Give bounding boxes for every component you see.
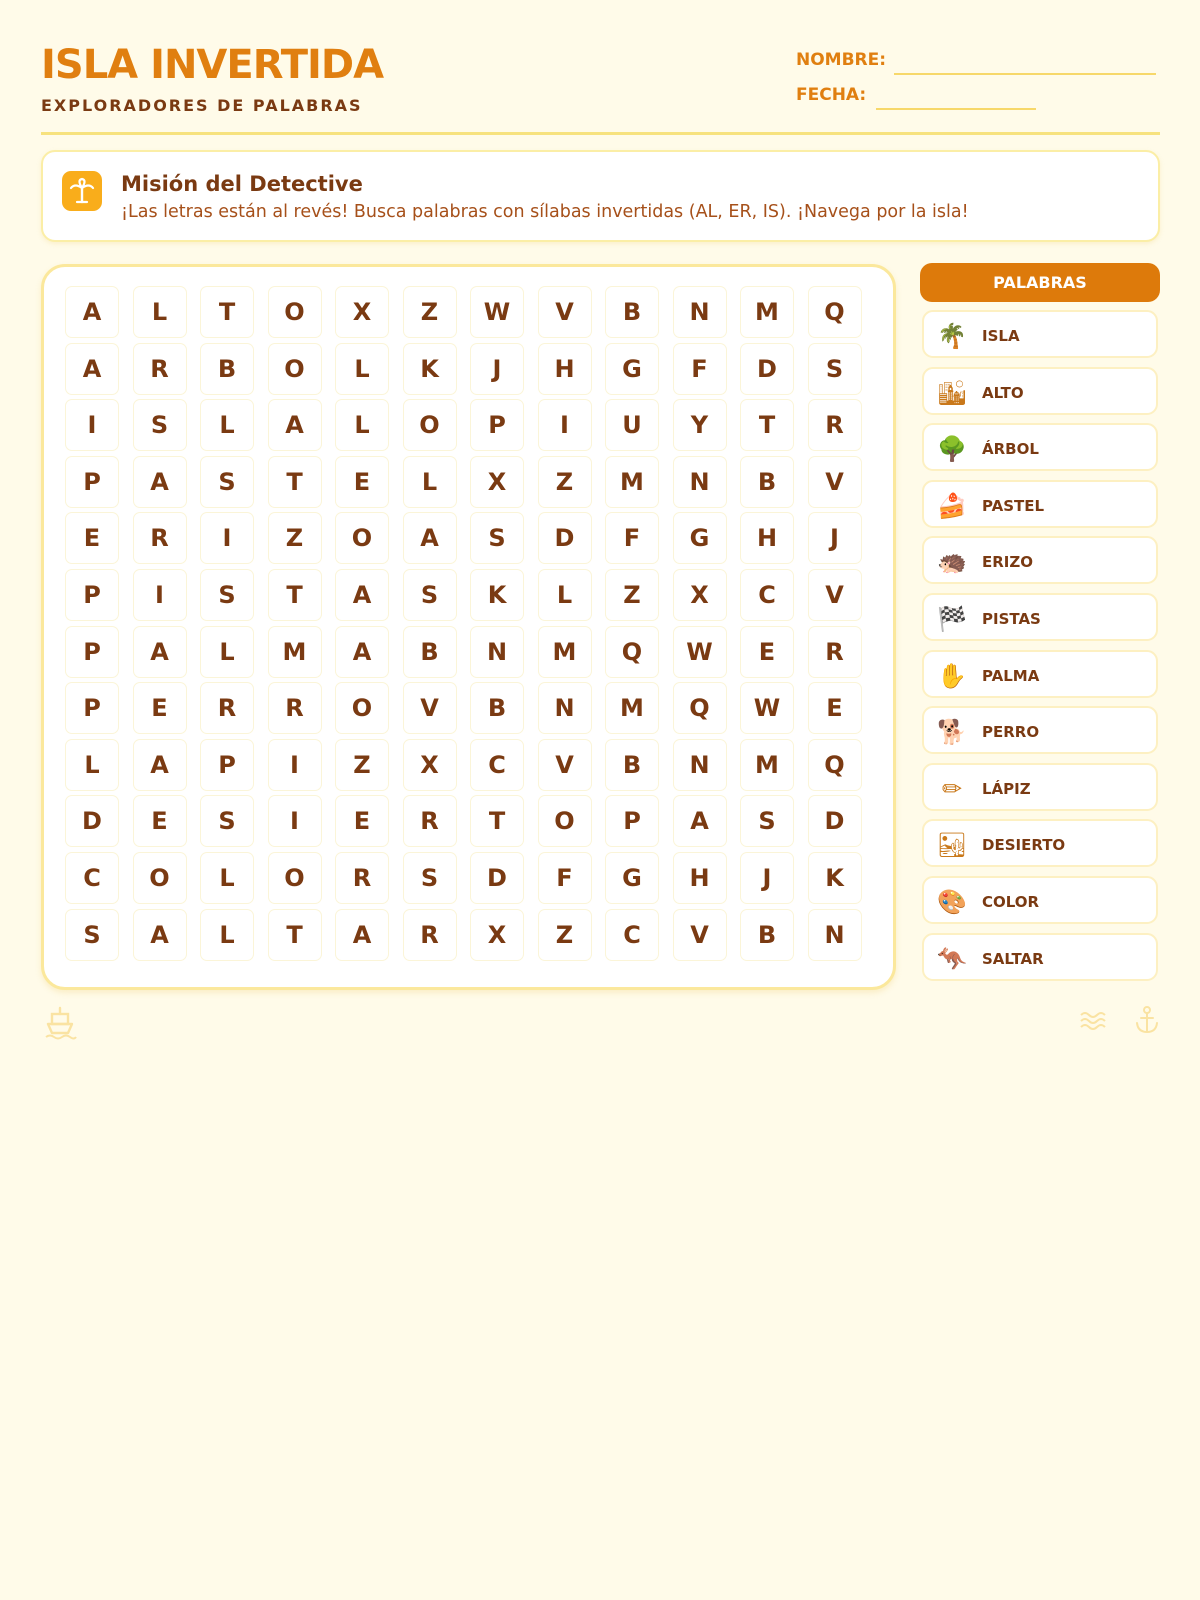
grid-cell[interactable]: N	[470, 626, 524, 678]
grid-cell[interactable]: X	[335, 286, 389, 338]
grid-cell[interactable]: I	[200, 512, 254, 564]
grid-cell[interactable]: Q	[673, 682, 727, 734]
grid-cell[interactable]: P	[470, 399, 524, 451]
grid-cell[interactable]: G	[605, 343, 659, 395]
grid-cell[interactable]: R	[200, 682, 254, 734]
grid-cell[interactable]: L	[200, 852, 254, 904]
grid-cell[interactable]: C	[470, 739, 524, 791]
grid-cell[interactable]: L	[403, 456, 457, 508]
grid-cell[interactable]: G	[673, 512, 727, 564]
grid-cell[interactable]: M	[605, 456, 659, 508]
word-search-grid	[41, 264, 896, 990]
grid-cell[interactable]: E	[133, 682, 187, 734]
pencil-icon: ✏	[941, 774, 963, 803]
grid-cell[interactable]: T	[470, 795, 524, 847]
grid-cell[interactable]: R	[403, 909, 457, 961]
anchor-icon	[1132, 1004, 1162, 1036]
grid-cell[interactable]: S	[808, 343, 862, 395]
grid-cell[interactable]: M	[740, 739, 794, 791]
grid-cell[interactable]: F	[673, 343, 727, 395]
grid-cell[interactable]: S	[200, 456, 254, 508]
grid-cell[interactable]: D	[470, 852, 524, 904]
grid-cell[interactable]: A	[133, 909, 187, 961]
grid-cell[interactable]: D	[740, 343, 794, 395]
grid-cell[interactable]: L	[335, 399, 389, 451]
grid-cell[interactable]: T	[268, 909, 322, 961]
grid-cell[interactable]: L	[200, 909, 254, 961]
grid-cell[interactable]: J	[808, 512, 862, 564]
grid-cell[interactable]: O	[268, 852, 322, 904]
grid-cell[interactable]: R	[133, 512, 187, 564]
name-field[interactable]	[796, 50, 1160, 78]
grid-cell[interactable]: L	[133, 286, 187, 338]
grid-cell[interactable]: C	[65, 852, 119, 904]
grid-cell[interactable]: V	[808, 456, 862, 508]
grid-cell[interactable]: Q	[808, 286, 862, 338]
kangaroo-icon: 🦘	[937, 944, 967, 973]
word-label: LÁPIZ	[982, 779, 1031, 798]
word-item	[922, 819, 1158, 867]
grid-cell[interactable]: P	[65, 626, 119, 678]
word-item	[922, 706, 1158, 754]
grid-cell[interactable]: J	[470, 343, 524, 395]
word-item	[922, 876, 1158, 924]
grid-cell[interactable]: X	[470, 909, 524, 961]
grid-cell[interactable]: P	[200, 739, 254, 791]
grid-cell[interactable]: Q	[808, 739, 862, 791]
grid-cell[interactable]: V	[403, 682, 457, 734]
grid-cell[interactable]: A	[335, 569, 389, 621]
grid-cell[interactable]: F	[538, 852, 592, 904]
palm-tree-icon	[62, 171, 102, 211]
grid-cell[interactable]: A	[673, 795, 727, 847]
grid-cell[interactable]: Z	[335, 739, 389, 791]
grid-cell[interactable]: T	[268, 569, 322, 621]
grid-cell[interactable]: E	[335, 456, 389, 508]
grid-cell[interactable]: I	[538, 399, 592, 451]
hand-icon: ✋	[937, 661, 967, 690]
grid-cell[interactable]: S	[200, 795, 254, 847]
word-item	[922, 310, 1158, 358]
grid-cell[interactable]: O	[268, 343, 322, 395]
grid-cell[interactable]: R	[335, 852, 389, 904]
grid-cell[interactable]: N	[673, 456, 727, 508]
grid-cell[interactable]: S	[403, 852, 457, 904]
grid-cell[interactable]: I	[268, 795, 322, 847]
grid-cell[interactable]: Z	[403, 286, 457, 338]
grid-cell[interactable]: Z	[605, 569, 659, 621]
word-item	[922, 536, 1158, 584]
grid-cell[interactable]: S	[403, 569, 457, 621]
grid-cell[interactable]: N	[673, 286, 727, 338]
grid-cell[interactable]: H	[740, 512, 794, 564]
word-label: SALTAR	[982, 949, 1044, 968]
grid-cell[interactable]: B	[470, 682, 524, 734]
page-title: ISLA INVERTIDA	[41, 42, 384, 88]
grid-cell[interactable]: T	[268, 456, 322, 508]
grid-cell[interactable]: S	[200, 569, 254, 621]
date-line	[876, 108, 1036, 110]
grid-cell[interactable]: S	[740, 795, 794, 847]
grid-cell[interactable]: W	[740, 682, 794, 734]
grid-cell[interactable]: V	[538, 286, 592, 338]
grid-cell[interactable]: F	[605, 512, 659, 564]
grid-cell[interactable]: O	[538, 795, 592, 847]
grid-cell[interactable]: I	[133, 569, 187, 621]
grid-cell[interactable]: G	[605, 852, 659, 904]
grid-cell[interactable]: R	[808, 399, 862, 451]
grid-cell[interactable]: B	[740, 909, 794, 961]
word-item	[922, 650, 1158, 698]
date-field[interactable]	[796, 85, 1046, 113]
grid-cell[interactable]: D	[808, 795, 862, 847]
grid-cell[interactable]: E	[808, 682, 862, 734]
tree-icon: 🌳	[937, 435, 967, 464]
grid-cell[interactable]: D	[65, 795, 119, 847]
grid-cell[interactable]: V	[673, 909, 727, 961]
words-header: PALABRAS	[920, 263, 1160, 302]
grid-cell[interactable]: A	[335, 909, 389, 961]
grid-cell[interactable]: Z	[538, 456, 592, 508]
grid-cell[interactable]: X	[403, 739, 457, 791]
grid-cell[interactable]: M	[605, 682, 659, 734]
grid-cell[interactable]: B	[740, 456, 794, 508]
grid-cell[interactable]: C	[605, 909, 659, 961]
grid-cell[interactable]: B	[605, 286, 659, 338]
grid-cell[interactable]: N	[673, 739, 727, 791]
cake-icon: 🍰	[937, 491, 967, 520]
ship-icon	[40, 1000, 80, 1040]
palm-tree-icon: 🌴	[937, 322, 967, 350]
grid-cell[interactable]: Z	[268, 512, 322, 564]
grid-cell[interactable]: E	[133, 795, 187, 847]
city-icon: 🏙	[936, 378, 968, 407]
word-label: PERRO	[982, 723, 1040, 742]
word-label: COLOR	[982, 893, 1040, 911]
grid-cell[interactable]: R	[268, 682, 322, 734]
dog-icon: 🐕	[937, 718, 967, 747]
grid-cell[interactable]: L	[538, 569, 592, 621]
palette-icon: 🎨	[937, 888, 967, 916]
word-label: DESIERTO	[982, 836, 1066, 855]
grid-cell[interactable]: C	[740, 569, 794, 621]
name-line	[894, 73, 1156, 75]
grid-cell[interactable]: T	[200, 286, 254, 338]
grid-cell[interactable]: W	[470, 286, 524, 338]
word-item	[922, 423, 1158, 471]
grid-cell[interactable]: P	[65, 456, 119, 508]
grid-cell[interactable]: V	[808, 569, 862, 621]
grid-cell[interactable]: H	[673, 852, 727, 904]
grid-cell[interactable]: M	[268, 626, 322, 678]
grid-cell[interactable]: K	[808, 852, 862, 904]
grid-cell[interactable]: D	[538, 512, 592, 564]
desert-icon: 🏜	[936, 831, 968, 860]
grid-cell[interactable]: L	[335, 343, 389, 395]
grid-cell[interactable]: M	[740, 286, 794, 338]
grid-cell[interactable]: U	[605, 399, 659, 451]
grid-cell[interactable]: B	[403, 626, 457, 678]
grid-cell[interactable]: W	[673, 626, 727, 678]
grid-cell[interactable]: V	[538, 739, 592, 791]
grid-cell[interactable]: B	[605, 739, 659, 791]
word-label: PISTAS	[982, 610, 1041, 628]
grid-cell[interactable]: L	[65, 739, 119, 791]
grid-cell[interactable]: A	[65, 286, 119, 338]
grid-cell[interactable]: B	[200, 343, 254, 395]
grid-cell[interactable]: O	[335, 512, 389, 564]
grid-cell[interactable]: E	[335, 795, 389, 847]
date-label: FECHA:	[796, 85, 867, 105]
hedgehog-icon: 🦔	[937, 548, 967, 577]
grid-cell[interactable]: A	[268, 399, 322, 451]
word-label: PALMA	[982, 666, 1040, 685]
grid-cell[interactable]: E	[65, 512, 119, 564]
grid-cell[interactable]: E	[740, 626, 794, 678]
grid-cell[interactable]: S	[133, 399, 187, 451]
word-item	[922, 593, 1158, 641]
name-label: NOMBRE:	[796, 50, 887, 70]
grid-cell[interactable]: J	[740, 852, 794, 904]
grid-cell[interactable]: X	[673, 569, 727, 621]
grid-cell[interactable]: L	[200, 626, 254, 678]
grid-cell[interactable]: S	[470, 512, 524, 564]
grid-cell[interactable]: O	[133, 852, 187, 904]
grid-cell[interactable]: O	[268, 286, 322, 338]
word-label: PASTEL	[982, 496, 1045, 515]
grid-cell[interactable]: Y	[673, 399, 727, 451]
grid-cell[interactable]: K	[470, 569, 524, 621]
grid-cell[interactable]: A	[403, 512, 457, 564]
grid-cell[interactable]: I	[65, 399, 119, 451]
grid-cell[interactable]: O	[403, 399, 457, 451]
grid-cell[interactable]: N	[538, 682, 592, 734]
grid-cell[interactable]: A	[133, 626, 187, 678]
grid-cell[interactable]: M	[538, 626, 592, 678]
grid-cell[interactable]: Q	[605, 626, 659, 678]
word-label: ERIZO	[982, 553, 1034, 572]
mission-card	[41, 150, 1160, 242]
grid-cell[interactable]: Z	[538, 909, 592, 961]
grid-cell[interactable]: P	[605, 795, 659, 847]
grid-cell[interactable]: A	[133, 456, 187, 508]
grid-cell[interactable]: S	[65, 909, 119, 961]
word-item	[922, 933, 1158, 981]
word-item	[922, 480, 1158, 528]
mission-text: ¡Las letras están al revés! Busca palabras con sílabas invertidas (AL, ER, IS). ¡Navega por la isla!	[121, 202, 969, 222]
word-label: ISLA	[982, 327, 1020, 345]
grid-cell[interactable]: P	[65, 569, 119, 621]
grid-cell[interactable]: R	[808, 626, 862, 678]
grid-cell[interactable]: A	[133, 739, 187, 791]
page-subtitle: EXPLORADORES DE PALABRAS	[41, 96, 363, 115]
grid-cell[interactable]: L	[200, 399, 254, 451]
word-label: ALTO	[982, 383, 1024, 402]
grid-cell[interactable]: K	[403, 343, 457, 395]
grid-cell[interactable]: T	[740, 399, 794, 451]
checkered-flag-icon: 🏁	[937, 605, 967, 633]
grid-cell[interactable]: A	[65, 343, 119, 395]
grid-cell[interactable]: I	[268, 739, 322, 791]
grid-cell[interactable]: P	[65, 682, 119, 734]
word-item	[922, 763, 1158, 811]
grid-cell[interactable]: A	[335, 626, 389, 678]
word-label: ÁRBOL	[982, 440, 1039, 459]
word-item	[922, 367, 1158, 415]
grid-cell[interactable]: O	[335, 682, 389, 734]
grid-cell[interactable]: R	[133, 343, 187, 395]
grid-cell[interactable]: X	[470, 456, 524, 508]
mission-title: Misión del Detective	[121, 172, 363, 196]
grid-cell[interactable]: H	[538, 343, 592, 395]
waves-icon	[1078, 1006, 1108, 1036]
grid-cell[interactable]: R	[403, 795, 457, 847]
grid-cell[interactable]: N	[808, 909, 862, 961]
